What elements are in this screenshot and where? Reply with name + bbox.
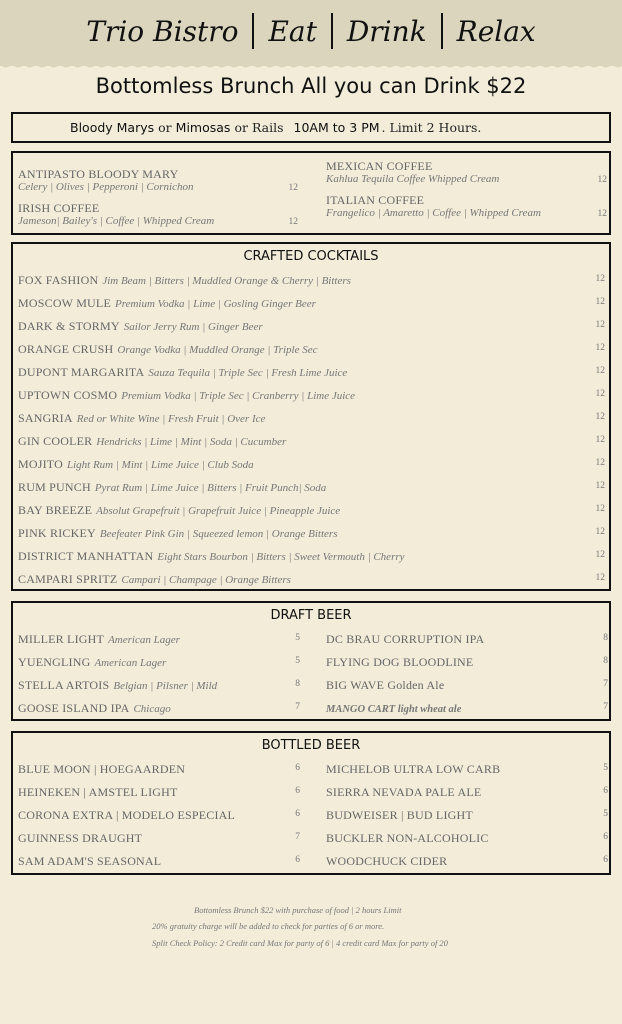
menu-item: [326, 160, 607, 186]
cocktail-list: [18, 268, 605, 590]
item-price: 5: [295, 633, 300, 643]
page-title: Bottomless Brunch All you can Drink $22: [95, 74, 527, 98]
item-price: 6: [603, 832, 608, 842]
draft-beer-section: [11, 601, 611, 721]
item-desc: light wheat ale: [395, 704, 462, 715]
item-name: SANGRIA: [18, 411, 73, 425]
item-price: 12: [595, 320, 605, 330]
item-price: 6: [295, 855, 300, 865]
item-desc: Red or White Wine | Fresh Fruit | Over Ice: [76, 413, 266, 425]
list-item: [326, 826, 608, 849]
item-name: SAM ADAM'S SEASONAL: [18, 854, 162, 868]
list-item: [18, 544, 605, 567]
item-price: 5: [295, 656, 300, 666]
list-item: [326, 849, 608, 872]
section-title: BOTTLED BEER: [261, 738, 361, 753]
list-item: [326, 627, 608, 650]
item-desc: Eight Stars Bourbon | Bitters | Sweet Vermouth | Cherry: [157, 551, 405, 563]
menu-item: [326, 194, 607, 220]
list-item: [18, 337, 605, 360]
list-item: [18, 567, 605, 590]
list-item: [326, 673, 608, 696]
list-item: [18, 849, 308, 872]
item-name: MOSCOW MULE: [18, 296, 111, 310]
item-price: 8: [603, 656, 608, 666]
item-name: DISTRICT MANHATTAN: [18, 549, 154, 563]
item-name: PINK RICKEY: [18, 526, 96, 540]
list-item: [18, 360, 605, 383]
item-desc: Celery | Olives | Pepperoni | Cornichon: [18, 181, 194, 193]
header-tagline: [72, 13, 549, 49]
item-name: BUDWEISER | BUD LIGHT: [326, 808, 473, 822]
item-name: UPTOWN COSMO: [18, 388, 118, 402]
item-desc: Hendricks | Lime | Mint | Soda | Cucumber: [96, 436, 287, 448]
item-name: CORONA EXTRA | MODELO ESPECIAL: [18, 808, 236, 822]
bottled-right-column: [326, 757, 608, 872]
item-name: STELLA ARTOIS: [18, 678, 110, 692]
item-name: FOX FASHION: [18, 273, 99, 287]
item-desc: Orange Vodka | Muddled Orange | Triple Sec: [117, 344, 318, 356]
item-desc: Absolut Grapefruit | Grapefruit Juice | Pineapple Juice: [96, 505, 341, 517]
item-desc: Jim Beam | Bitters | Muddled Orange & Cherry | Bitters: [102, 275, 351, 287]
item-price: 12: [595, 389, 605, 399]
item-price: 12: [595, 550, 605, 560]
item-desc: Premium Vodka | Triple Sec | Cranberry | Lime Juice: [121, 390, 356, 402]
bottled-beer-section: [11, 731, 611, 875]
section-title: CRAFTED COCKTAILS: [243, 249, 379, 264]
item-price: 12: [595, 297, 605, 307]
list-item: [18, 803, 308, 826]
item-name: MICHELOB ULTRA LOW CARB: [326, 762, 501, 776]
item-desc: Light Rum | Mint | Lime Juice | Club Soda: [66, 459, 254, 471]
item-desc: Chicago: [133, 703, 171, 715]
promo-time: 10AM to 3 PM: [293, 120, 380, 135]
item-desc: American Lager: [94, 657, 167, 669]
item-price: 12: [595, 343, 605, 353]
item-desc: Jameson| Bailey's | Coffee | Whipped Cream: [18, 215, 215, 227]
item-name: IRISH COFFEE: [18, 201, 100, 215]
item-name: ORANGE CRUSH: [18, 342, 114, 356]
item-name: BAY BREEZE: [18, 503, 93, 517]
item-name: BIG WAVE Golden Ale: [326, 678, 445, 692]
item-desc: Kahlua Tequila Coffee Whipped Cream: [326, 173, 500, 185]
item-desc: Belgian | Pilsner | Mild: [113, 680, 218, 692]
promo-mimosas: Mimosas: [175, 120, 231, 135]
list-item: [18, 826, 308, 849]
item-name: MEXICAN COFFEE: [326, 159, 433, 173]
item-name: RUM PUNCH: [18, 480, 91, 494]
specialty-section: [11, 151, 611, 235]
item-desc: Sauza Tequila | Triple Sec | Fresh Lime Juice: [148, 367, 348, 379]
list-item: [18, 521, 605, 544]
item-price: 6: [295, 809, 300, 819]
item-name: DARK & STORMY: [18, 319, 120, 333]
list-item: [326, 696, 608, 719]
draft-left-column: [18, 627, 308, 719]
item-price: 12: [288, 183, 298, 193]
footer-gratuity-note: 20% gratuity charge will be added to check for parties of 6 or more.: [152, 921, 385, 931]
item-price: 7: [603, 679, 608, 689]
item-price: 12: [597, 209, 607, 219]
item-name: MANGO CART: [326, 704, 396, 715]
list-item: [18, 314, 605, 337]
item-price: 12: [288, 217, 298, 227]
item-price: 6: [603, 786, 608, 796]
list-item: [18, 406, 605, 429]
item-name: CAMPARI SPRITZ: [18, 572, 118, 586]
item-name: GUINNESS DRAUGHT: [18, 831, 143, 845]
section-title: DRAFT BEER: [270, 608, 352, 623]
header-drink: Drink: [346, 14, 427, 48]
list-item: [18, 627, 308, 650]
item-desc: Premium Vodka | Lime | Gosling Ginger Beer: [115, 298, 316, 310]
list-item: [18, 268, 605, 291]
list-item: [18, 673, 308, 696]
list-item: [18, 650, 308, 673]
item-price: 12: [595, 573, 605, 583]
item-price: 6: [295, 763, 300, 773]
item-price: 12: [595, 458, 605, 468]
item-name: GIN COOLER: [18, 434, 93, 448]
list-item: [326, 650, 608, 673]
item-price: 7: [295, 832, 300, 842]
list-item: [18, 383, 605, 406]
list-item: [326, 780, 608, 803]
promo-limit: . Limit 2 Hours.: [381, 120, 482, 135]
item-name: WOODCHUCK CIDER: [326, 854, 448, 868]
item-price: 5: [603, 809, 608, 819]
footer-split-check-policy: Split Check Policy: 2 Credit card Max for party of 6 | 4 credit card Max for party of 20: [152, 938, 448, 948]
list-item: [18, 291, 605, 314]
list-item: [18, 696, 308, 719]
item-desc: American Lager: [108, 634, 180, 646]
list-item: [326, 803, 608, 826]
menu-item: [18, 202, 308, 228]
list-item: [18, 475, 605, 498]
item-price: 8: [295, 679, 300, 689]
item-name: SIERRA NEVADA PALE ALE: [326, 785, 482, 799]
item-name: GOOSE ISLAND IPA: [18, 701, 130, 715]
item-desc: Frangelico | Amaretto | Coffee | Whipped Cream: [326, 207, 541, 219]
cocktails-section: [11, 242, 611, 591]
item-name: MILLER LIGHT: [18, 632, 105, 646]
item-price: 7: [295, 702, 300, 712]
promo-rails: Rails: [251, 120, 284, 135]
item-price: 12: [595, 527, 605, 537]
item-price: 12: [595, 274, 605, 284]
item-name: ITALIAN COFFEE: [326, 193, 425, 207]
item-price: 12: [595, 366, 605, 376]
item-price: 12: [595, 435, 605, 445]
item-name: BLUE MOON | HOEGAARDEN: [18, 762, 186, 776]
item-name: YUENGLING: [18, 655, 91, 669]
item-desc: Beefeater Pink Gin | Squeezed lemon | Orange Bitters: [99, 528, 338, 540]
list-item: [326, 757, 608, 780]
promo-or: or: [158, 120, 172, 135]
item-price: 12: [595, 412, 605, 422]
item-desc: Sailor Jerry Rum | Ginger Beer: [123, 321, 263, 333]
header-relax: Relax: [456, 14, 536, 48]
bottled-left-column: [18, 757, 308, 872]
item-name: HEINEKEN | AMSTEL LIGHT: [18, 785, 178, 799]
item-price: 12: [595, 504, 605, 514]
item-price: 7: [603, 702, 608, 712]
item-name: ANTIPASTO BLOODY MARY: [18, 167, 179, 181]
item-price: 5: [603, 763, 608, 773]
menu-item: [18, 168, 308, 194]
list-item: [18, 429, 605, 452]
item-desc: Campari | Champage | Orange Bitters: [121, 574, 291, 586]
promo-box: [11, 112, 611, 143]
item-price: 12: [595, 481, 605, 491]
item-desc: Pyrat Rum | Lime Juice | Bitters | Fruit Punch| Soda: [94, 482, 327, 494]
promo-or: or: [234, 120, 248, 135]
promo-bloody-marys: Bloody Marys: [70, 120, 155, 135]
item-price: 8: [603, 633, 608, 643]
list-item: [18, 780, 308, 803]
list-item: [18, 498, 605, 521]
item-name: FLYING DOG BLOODLINE: [326, 655, 474, 669]
list-item: [18, 452, 605, 475]
draft-right-column: [326, 627, 608, 719]
item-price: 6: [603, 855, 608, 865]
list-item: [18, 757, 308, 780]
item-name: MOJITO: [18, 457, 63, 471]
item-name: DC BRAU CORRUPTION IPA: [326, 632, 485, 646]
footer-bottomless-note: Bottomless Brunch $22 with purchase of food | 2 hours Limit: [194, 905, 402, 915]
item-name: BUCKLER NON-ALCOHOLIC: [326, 831, 489, 845]
item-price: 6: [295, 786, 300, 796]
item-name: DUPONT MARGARITA: [18, 365, 145, 379]
menu-header: [0, 0, 622, 66]
header-eat: Eat: [268, 14, 317, 48]
item-price: 12: [597, 175, 607, 185]
restaurant-name: Trio Bistro: [86, 14, 239, 48]
header-scallop-border: [0, 62, 622, 72]
